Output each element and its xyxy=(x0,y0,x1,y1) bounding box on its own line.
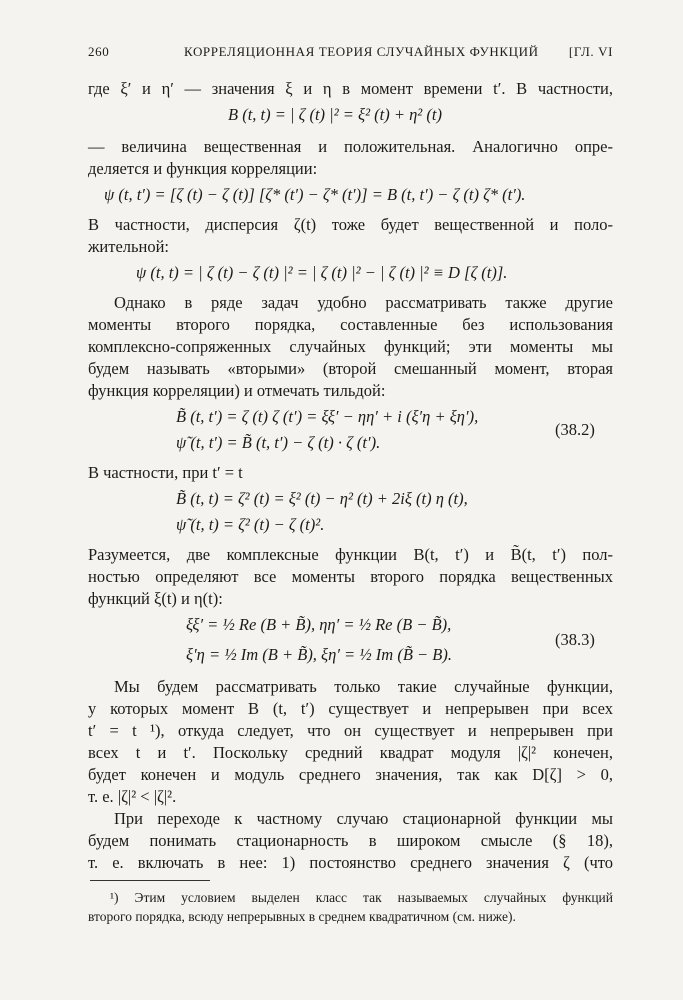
equation-second-moment-equal-times: B̃ (t, t) = ζ² (t) = ξ² (t) − η² (t) + 2iξ (t) η (t), xyxy=(176,489,468,508)
equation-correlation-function: ψ (t, t′) = [ζ (t) − ζ (t)] [ζ* (t′) − ζ* (t′)] = B (t, t′) − ζ (t) ζ* (t′). xyxy=(104,185,526,204)
page-header xyxy=(88,44,613,66)
equation-second-moment: B̃ (t, t′) = ζ (t) ζ (t′) = ξξ′ − ηη′ + i (ξ′η + ξη′), xyxy=(176,407,479,426)
text-line: Разумеется, две комплексные функции B(t, t′) и B̃(t, t′) пол- xyxy=(88,545,613,564)
text-line: деляется и функция корреляции: xyxy=(88,159,318,178)
text-line: ностью определяют все моменты второго порядка вещественных xyxy=(88,567,613,586)
text-line: всех t и t′. Поскольку средний квадрат модуля |ζ|² конечен, xyxy=(88,743,613,762)
running-title: КОРРЕЛЯЦИОННАЯ ТЕОРИЯ СЛУЧАЙНЫХ ФУНКЦИЙ xyxy=(184,44,539,59)
text-line: будем понимать стационарность в широком смысле (§ 18), xyxy=(88,831,613,850)
equation-mixed-moments: ξ′η = ½ Im (B + B̃), ξη′ = ½ Im (B̃ − B). xyxy=(186,645,452,664)
text-line: функция корреляции) и отмечать тильдой: xyxy=(88,381,386,400)
text-line: t′ = t ¹), откуда следует, что он существует и непрерывен при xyxy=(88,721,613,740)
text-line: т. е. включать в нее: 1) постоянство среднего значения ζ (что xyxy=(88,853,613,872)
text-line: т. е. |ζ|² < |ζ|². xyxy=(88,787,177,806)
text-line: моменты второго порядка, составленные без использования xyxy=(88,315,613,334)
equation-number: (38.3) xyxy=(555,630,595,649)
text-line: — величина вещественная и положительная. Аналогично опре- xyxy=(88,137,613,156)
text-line: Однако в ряде задач удобно рассматривать также другие xyxy=(114,293,613,312)
text-line: будем называть «вторыми» (второй смешанный момент, вторая xyxy=(88,359,613,378)
text-line: у которых момент B (t, t′) существует и непрерывен при всех xyxy=(88,699,613,718)
equation-variance: B (t, t) = | ζ (t) |² = ξ² (t) + η² (t) xyxy=(228,105,442,124)
footnote-line: второго порядка, всюду непрерывных в среднем квадратичном (см. ниже). xyxy=(88,909,516,924)
text-line: комплексно-сопряженных случайных функций; эти моменты мы xyxy=(88,337,613,356)
text-line: где ξ′ и η′ — значения ξ и η в момент времени t′. В частности, xyxy=(88,79,613,98)
text-line: функций ξ(t) и η(t): xyxy=(88,589,223,608)
equation-number: (38.2) xyxy=(555,420,595,439)
equation-second-correlation-equal-times: ψ̃ (t, t) = ζ² (t) − ζ (t)². xyxy=(176,515,325,534)
equation-second-correlation: ψ̃ (t, t′) = B̃ (t, t′) − ζ (t) · ζ (t′). xyxy=(176,433,381,452)
chapter-marker: [ГЛ. VI xyxy=(568,44,613,59)
footnote-rule xyxy=(90,880,210,881)
equation-real-moments: ξξ′ = ½ Re (B + B̃), ηη′ = ½ Re (B − B̃), xyxy=(186,615,452,634)
text-line: Мы будем рассматривать только такие случайные функции, xyxy=(114,677,613,696)
text-line: При переходе к частному случаю стационарной функции мы xyxy=(114,809,613,828)
footnote-line: ¹) Этим условием выделен класс так называемых случайных функций xyxy=(110,890,613,905)
text-line: В частности, при t′ = t xyxy=(88,463,243,482)
text-line: будет конечен и модуль среднего значения, так как D[ζ] > 0, xyxy=(88,765,613,784)
page-number: 260 xyxy=(88,44,110,59)
equation-dispersion: ψ (t, t) = | ζ (t) − ζ (t) |² = | ζ (t) |² − | ζ (t) |² ≡ D [ζ (t)]. xyxy=(136,263,508,282)
text-line: В частности, дисперсия ζ(t) тоже будет вещественной и поло- xyxy=(88,215,613,234)
text-line: жительной: xyxy=(88,237,170,256)
